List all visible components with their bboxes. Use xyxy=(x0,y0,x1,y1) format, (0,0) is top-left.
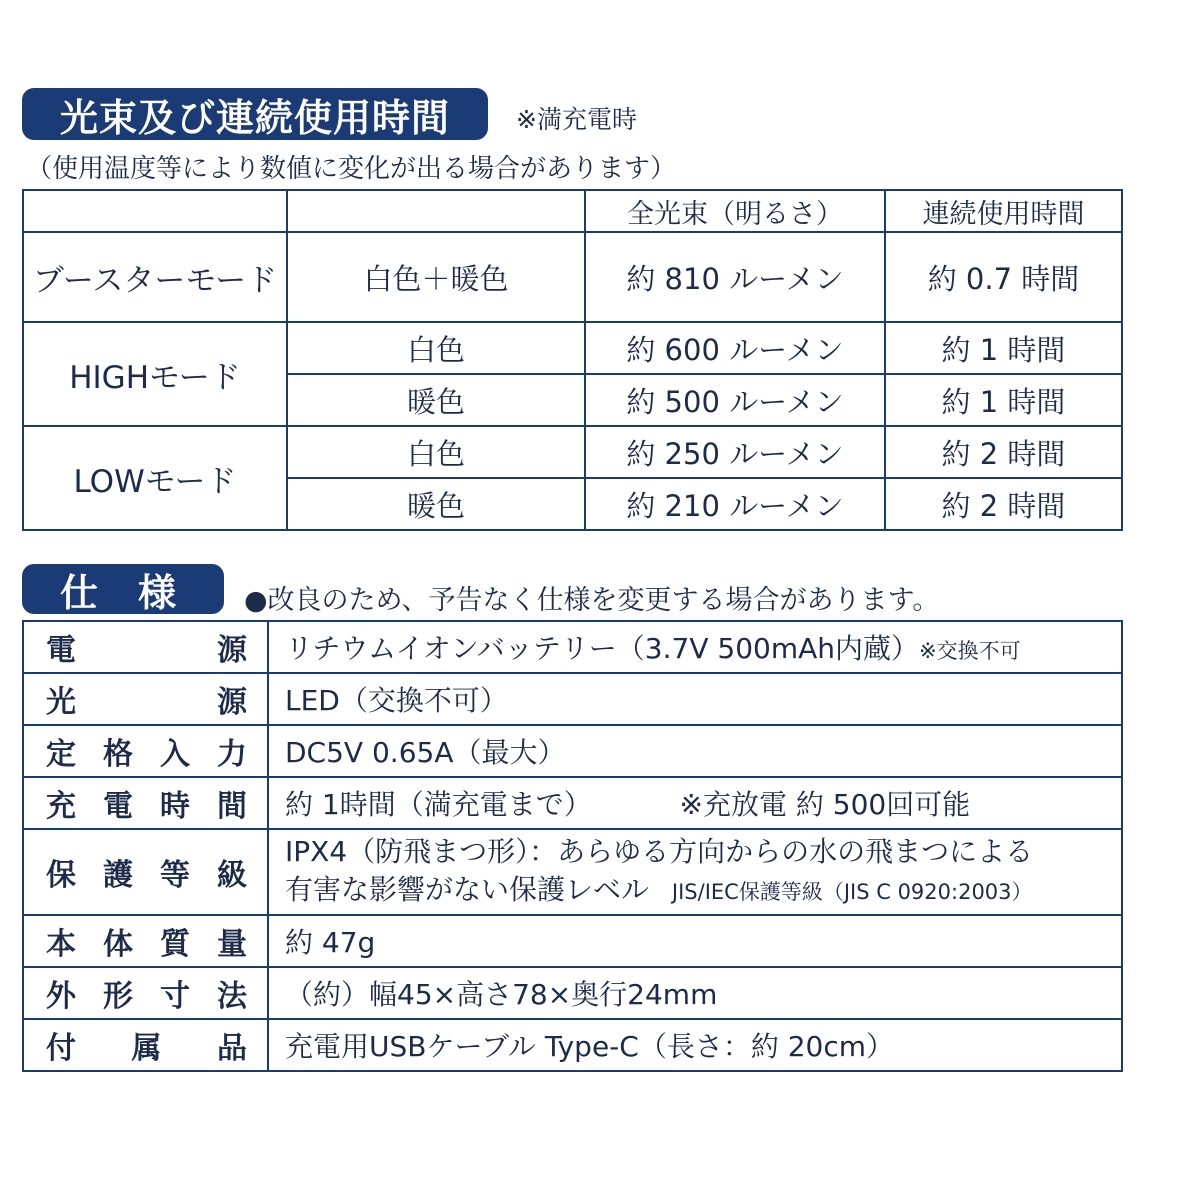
spec-value-text: 約 47g xyxy=(285,926,376,959)
label-char: 間 xyxy=(217,789,247,824)
spec-table xyxy=(22,620,1123,1072)
table-header-row xyxy=(23,190,1122,232)
header-cell-time: 連続使用時間 xyxy=(885,190,1122,232)
color-cell: 暖色 xyxy=(287,374,585,426)
spec-label xyxy=(23,725,268,777)
label-char: 等 xyxy=(160,858,190,893)
label-char: 格 xyxy=(103,737,133,772)
mode-high: HIGHモード xyxy=(23,322,287,426)
spec-value-text: DC5V 0.65A（最大） xyxy=(285,736,566,769)
time-cell: 約 2 時間 xyxy=(885,478,1122,530)
spec-label xyxy=(23,673,268,725)
spec-label xyxy=(23,967,268,1019)
label-char: 電 xyxy=(103,789,133,824)
label-char: 充 xyxy=(46,789,76,824)
label-char: 定 xyxy=(46,737,76,772)
spec-row-protection xyxy=(23,829,1122,915)
lumen-cell: 約 810 ルーメン xyxy=(585,232,885,322)
label-char: 光 xyxy=(46,685,76,720)
label-char: 品 xyxy=(217,1031,247,1066)
color-cell: 白色 xyxy=(287,426,585,478)
time-cell: 約 1 時間 xyxy=(885,322,1122,374)
label-char: 級 xyxy=(217,858,247,893)
spec-value xyxy=(268,967,1122,1019)
label-char: 源 xyxy=(217,633,247,668)
spec-value-text: （約）幅45×高さ78×奥行24mm xyxy=(285,978,718,1011)
color-cell: 白色＋暖色 xyxy=(287,232,585,322)
spec-label xyxy=(23,621,268,673)
spec-row-charge-time xyxy=(23,777,1122,829)
label-char: 入 xyxy=(160,737,190,772)
spec-row-dimensions xyxy=(23,967,1122,1019)
label-char: 時 xyxy=(160,789,190,824)
label-char: 保 xyxy=(46,858,76,893)
label-char: 付 xyxy=(46,1031,76,1066)
full-charge-note: ※満充電時 xyxy=(516,105,637,134)
label-char: 力 xyxy=(217,737,247,772)
label-char: 属 xyxy=(131,1031,162,1066)
spec-value-text: LED（交換不可） xyxy=(285,684,508,717)
spec-value-text: 充電用USBケーブル Type-C（長さ：約 20cm） xyxy=(285,1030,895,1063)
spec-value-line1: IPX4（防飛まつ形）：あらゆる方向からの水の飛まつによる xyxy=(285,835,1034,868)
label-char: 法 xyxy=(217,979,247,1014)
label-char: 源 xyxy=(217,685,247,720)
mode-booster: ブースターモード xyxy=(23,232,287,322)
table-row-low-white xyxy=(23,426,1122,478)
color-cell: 白色 xyxy=(287,322,585,374)
table-row-high-white xyxy=(23,322,1122,374)
lumen-cell: 約 250 ルーメン xyxy=(585,426,885,478)
time-cell: 約 0.7 時間 xyxy=(885,232,1122,322)
time-cell: 約 2 時間 xyxy=(885,426,1122,478)
header-cell-color xyxy=(287,190,585,232)
label-char: 電 xyxy=(46,633,76,668)
spec-value-line2: 有害な影響がない保護レベル xyxy=(285,873,650,906)
spec-value-note: ※充放電 約 500回可能 xyxy=(679,788,971,821)
label-char: 外 xyxy=(46,979,76,1014)
lumen-table xyxy=(22,189,1123,531)
spec-value xyxy=(268,621,1122,673)
label-char: 本 xyxy=(46,927,76,962)
spec-row-rated-input xyxy=(23,725,1122,777)
spec-row-power xyxy=(23,621,1122,673)
label-char: 体 xyxy=(103,927,133,962)
spec-value xyxy=(268,829,1122,915)
spec-change-note: ●改良のため、予告なく仕様を変更する場合があります。 xyxy=(244,585,940,616)
spec-value xyxy=(268,777,1122,829)
spec-label xyxy=(23,829,268,915)
spec-value-line2-wrap xyxy=(285,871,1121,911)
label-char: 量 xyxy=(217,927,247,962)
spec-label xyxy=(23,1019,268,1071)
label-char: 形 xyxy=(103,979,133,1014)
time-cell: 約 1 時間 xyxy=(885,374,1122,426)
section-heading-spec: 仕様 xyxy=(22,564,224,614)
lumen-cell: 約 210 ルーメン xyxy=(585,478,885,530)
variation-note: （使用温度等により数値に変化が出る場合があります） xyxy=(26,154,677,184)
spec-value-note: JIS/IEC保護等級（JIS C 0920:2003） xyxy=(671,880,1033,904)
spec-value-text: 約 1時間（満充電まで） xyxy=(285,788,592,821)
spec-label xyxy=(23,777,268,829)
table-row-booster xyxy=(23,232,1122,322)
spec-value xyxy=(268,725,1122,777)
section-heading-lumen: 光束及び連続使用時間 xyxy=(22,88,488,140)
spec-row-weight xyxy=(23,915,1122,967)
header-cell-mode xyxy=(23,190,287,232)
color-cell: 暖色 xyxy=(287,478,585,530)
lumen-cell: 約 500 ルーメン xyxy=(585,374,885,426)
header-cell-lumen: 全光束（明るさ） xyxy=(585,190,885,232)
mode-low: LOWモード xyxy=(23,426,287,530)
label-char: 質 xyxy=(160,927,190,962)
spec-value xyxy=(268,915,1122,967)
spec-value xyxy=(268,673,1122,725)
spec-label xyxy=(23,915,268,967)
spec-value-text: リチウムイオンバッテリー（3.7V 500mAh内蔵） xyxy=(285,632,920,665)
lumen-cell: 約 600 ルーメン xyxy=(585,322,885,374)
spec-value xyxy=(268,1019,1122,1071)
spec-row-accessories xyxy=(23,1019,1122,1071)
label-char: 寸 xyxy=(160,979,190,1014)
label-char: 護 xyxy=(103,858,133,893)
spec-value-note: ※交換不可 xyxy=(919,639,1021,663)
spec-row-light xyxy=(23,673,1122,725)
